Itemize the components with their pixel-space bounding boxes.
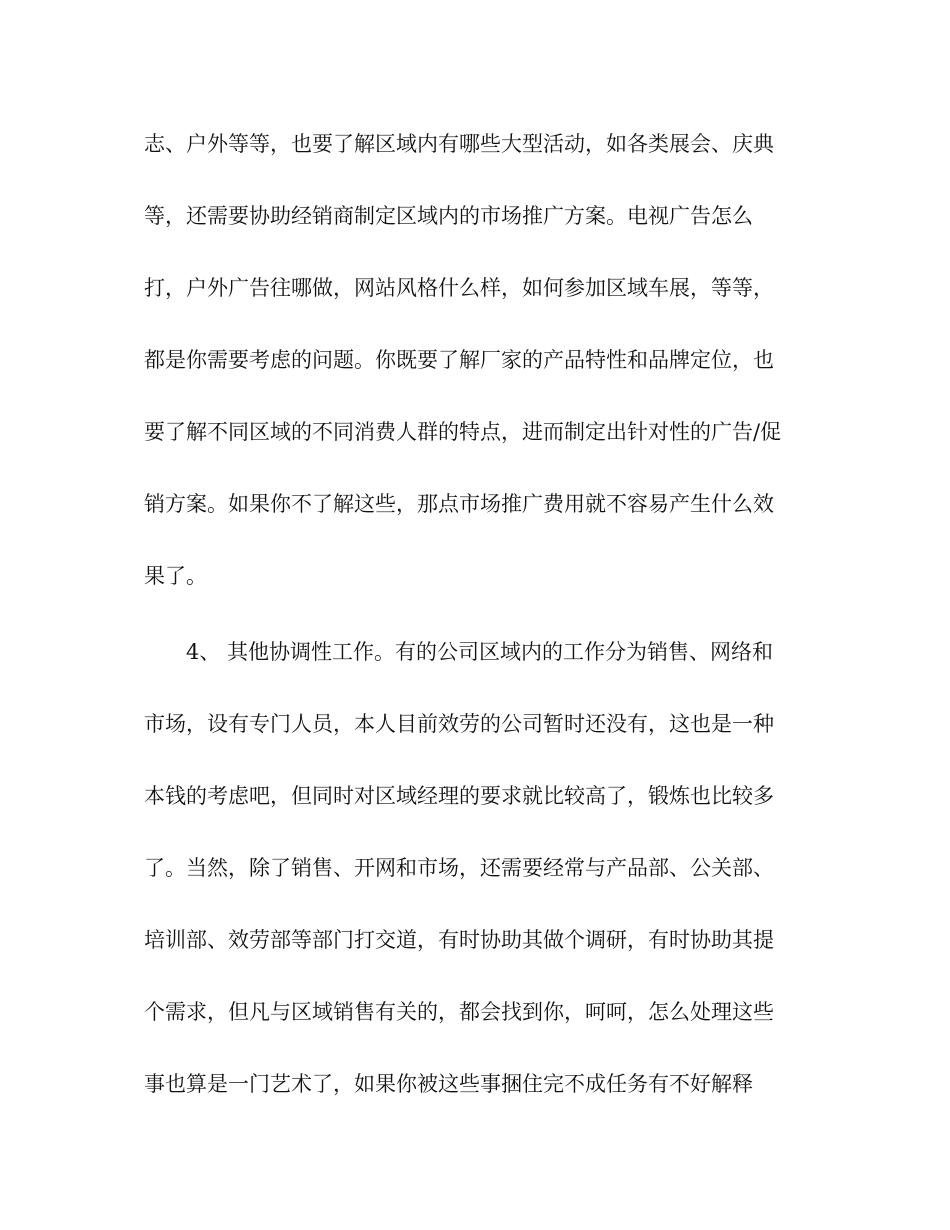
- text-line: 等，还需要协助经销商制定区域内的市场推广方案。电视广告怎么: [144, 204, 753, 228]
- text-line: 本钱的考虑吧，但同时对区域经理的要求就比较高了，锻炼也比较多: [144, 784, 774, 808]
- text-line: 事也算是一门艺术了，如果你被这些事捆住完不成任务有不好解释: [144, 1072, 753, 1096]
- text-line: 要了解不同区域的不同消费人群的特点，进而制定出针对性的广告/促: [144, 420, 782, 444]
- text-line: 果了。: [144, 564, 207, 588]
- text-line: 打，户外广告往哪做，网站风格什么样，如何参加区域车展，等等，: [144, 276, 774, 300]
- numbered-paragraph-start: 4、 其他协调性工作。有的公司区域内的工作分为销售、网络和: [186, 640, 774, 664]
- text-line: 了。当然，除了销售、开网和市场，还需要经常与产品部、公关部、: [144, 856, 774, 880]
- text-line: 都是你需要考虑的问题。你既要了解厂家的产品特性和品牌定位，也: [144, 348, 774, 372]
- text-line: 个需求，但凡与区域销售有关的，都会找到你，呵呵，怎么处理这些: [144, 1000, 774, 1024]
- text-line: 销方案。如果你不了解这些，那点市场推广费用就不容易产生什么效: [144, 492, 774, 516]
- text-line: 培训部、效劳部等部门打交道，有时协助其做个调研，有时协助其提: [144, 928, 774, 952]
- text-line: 市场，设有专门人员，本人目前效劳的公司暂时还没有，这也是一种: [144, 712, 774, 736]
- text-line: 志、户外等等，也要了解区域内有哪些大型活动，如各类展会、庆典: [144, 132, 774, 156]
